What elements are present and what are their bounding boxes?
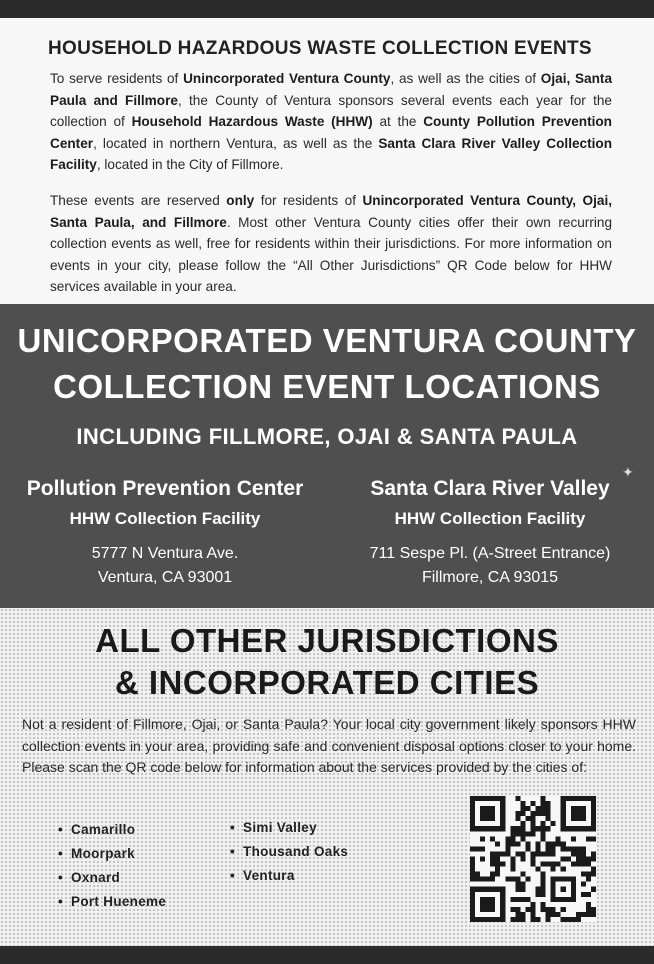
facility-address-line-2: Fillmore, CA 93015 — [421, 569, 559, 586]
sparkle-icon: ✦ — [622, 464, 634, 480]
bottom-border — [0, 946, 654, 964]
county-locations-section — [0, 304, 654, 608]
qr-code-icon[interactable] — [470, 796, 596, 922]
facility-type: HHW Collection Facility — [394, 509, 586, 528]
intro-section — [0, 18, 654, 304]
intro-paragraph-2: These events are reserved only for residents of Unincorporated Ventura County, Ojai, Santa Paula, and Fillmore. Most other Ventura County cities offer their own recurring collection events as well, free for residents within their jurisdictions. For more information on events in your city, please follow the “All Other Jurisdictions” QR Code below for HHW services available in your area. — [50, 193, 613, 294]
other-paragraph: Not a resident of Fillmore, Ojai, or Santa Paula? Your local city government likely sponsors HHW collection events in your area, providing safe and convenient disposal options closer to your home. Please scan the QR code below for information about the services provided by the cities of: — [22, 716, 636, 775]
list-item: • Ventura — [230, 864, 348, 888]
county-title-line-1: UNICORPORATED VENTURA COUNTY — [17, 322, 637, 359]
list-item: • Camarillo — [58, 818, 166, 842]
city-list-column-2 — [230, 816, 348, 888]
facility-name: Santa Clara River Valley — [370, 477, 610, 500]
county-subtitle: INCLUDING FILLMORE, OJAI & SANTA PAULA — [76, 424, 578, 449]
facility-type: HHW Collection Facility — [69, 509, 261, 528]
intro-title: HOUSEHOLD HAZARDOUS WASTE COLLECTION EVENTS — [48, 38, 592, 59]
facility-address-line-2: Ventura, CA 93001 — [97, 569, 233, 586]
list-item: • Simi Valley — [230, 816, 348, 840]
facility-name: Pollution Prevention Center — [26, 477, 304, 500]
other-jurisdictions-section — [0, 608, 654, 946]
top-border — [0, 0, 654, 18]
facility-address-line-1: 711 Sespe Pl. (A-Street Entrance) — [369, 545, 611, 562]
list-item: • Oxnard — [58, 866, 166, 890]
other-title-line-2: & INCORPORATED CITIES — [114, 664, 540, 701]
city-list-column-1 — [58, 818, 166, 914]
list-item: • Moorpark — [58, 842, 166, 866]
list-item: • Thousand Oaks — [230, 840, 348, 864]
list-item: • Port Hueneme — [58, 890, 166, 914]
facility-santa-clara-river-valley — [340, 476, 640, 590]
other-title-line-1: ALL OTHER JURISDICTIONS — [95, 622, 559, 659]
intro-paragraph-1: To serve residents of Unincorporated Ventura County, as well as the cities of Ojai, Santa Paula and Fillmore, the County of Ventura sponsors several events each year for the collection of Household Hazardous Waste (HHW) at the County Pollution Prevention Center, located in northern Ventura, as well as the Santa Clara River Valley Collection Facility, located in the City of Fillmore. — [50, 71, 613, 172]
facility-address-line-1: 5777 N Ventura Ave. — [91, 545, 239, 562]
county-title-line-2: COLLECTION EVENT LOCATIONS — [53, 368, 601, 405]
facility-pollution-prevention-center — [10, 476, 320, 590]
